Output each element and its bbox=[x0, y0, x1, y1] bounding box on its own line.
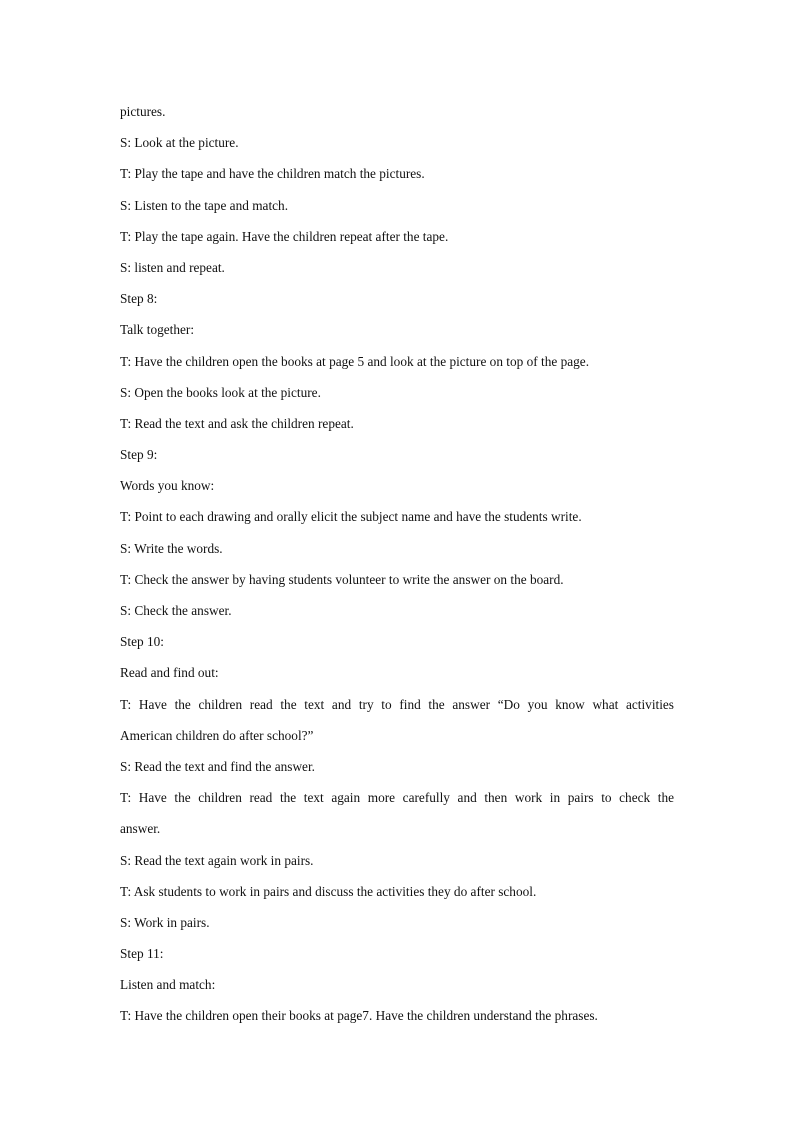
text-line: American children do after school?” bbox=[120, 727, 314, 743]
document-body bbox=[120, 101, 674, 1037]
step-heading: Step 9: bbox=[120, 447, 158, 463]
text-line: S: Look at the picture. bbox=[120, 135, 239, 151]
text-line: S: Open the books look at the picture. bbox=[120, 384, 321, 400]
text-line: T: Have the children read the text again more carefully and then work in pairs to check the bbox=[120, 790, 674, 806]
text-line: S: Check the answer. bbox=[120, 603, 232, 618]
text-line: T: Play the tape again. Have the children repeat after the tape. bbox=[120, 228, 449, 244]
text-line: S: Work in pairs. bbox=[120, 914, 210, 930]
text-line: T: Have the children open the books at page 5 and look at the picture on top of the page. bbox=[120, 353, 590, 369]
section-heading: Listen and match: bbox=[120, 977, 216, 993]
section-heading: Read and find out: bbox=[120, 665, 219, 681]
text-line: T: Play the tape and have the children match the pictures. bbox=[120, 166, 425, 182]
text-line: S: Listen to the tape and match. bbox=[120, 197, 289, 213]
text-line: S: Read the text and find the answer. bbox=[120, 758, 315, 774]
text-line: S: Write the words. bbox=[120, 540, 223, 556]
section-heading: Talk together: bbox=[120, 322, 195, 338]
text-line: T: Check the answer by having students volunteer to write the answer on the board. bbox=[120, 571, 564, 587]
text-line: answer. bbox=[120, 821, 161, 837]
text-line: S: Read the text again work in pairs. bbox=[120, 852, 314, 868]
step-heading: Step 8: bbox=[120, 291, 158, 307]
text-line: T: Have the children read the text and try to find the answer “Do you know what activities bbox=[120, 696, 674, 712]
text-line: T: Have the children open their books at page7. Have the children understand the phrases. bbox=[120, 1008, 598, 1024]
step-heading: Step 10: bbox=[120, 634, 164, 650]
text-line: pictures. bbox=[120, 104, 166, 119]
text-line: T: Read the text and ask the children repeat. bbox=[120, 415, 354, 431]
section-heading: Words you know: bbox=[120, 478, 215, 494]
step-heading: Step 11: bbox=[120, 946, 164, 962]
text-line: S: listen and repeat. bbox=[120, 259, 225, 275]
text-line: T: Ask students to work in pairs and discuss the activities they do after school. bbox=[120, 883, 537, 899]
text-line: T: Point to each drawing and orally elicit the subject name and have the students write. bbox=[120, 509, 582, 525]
